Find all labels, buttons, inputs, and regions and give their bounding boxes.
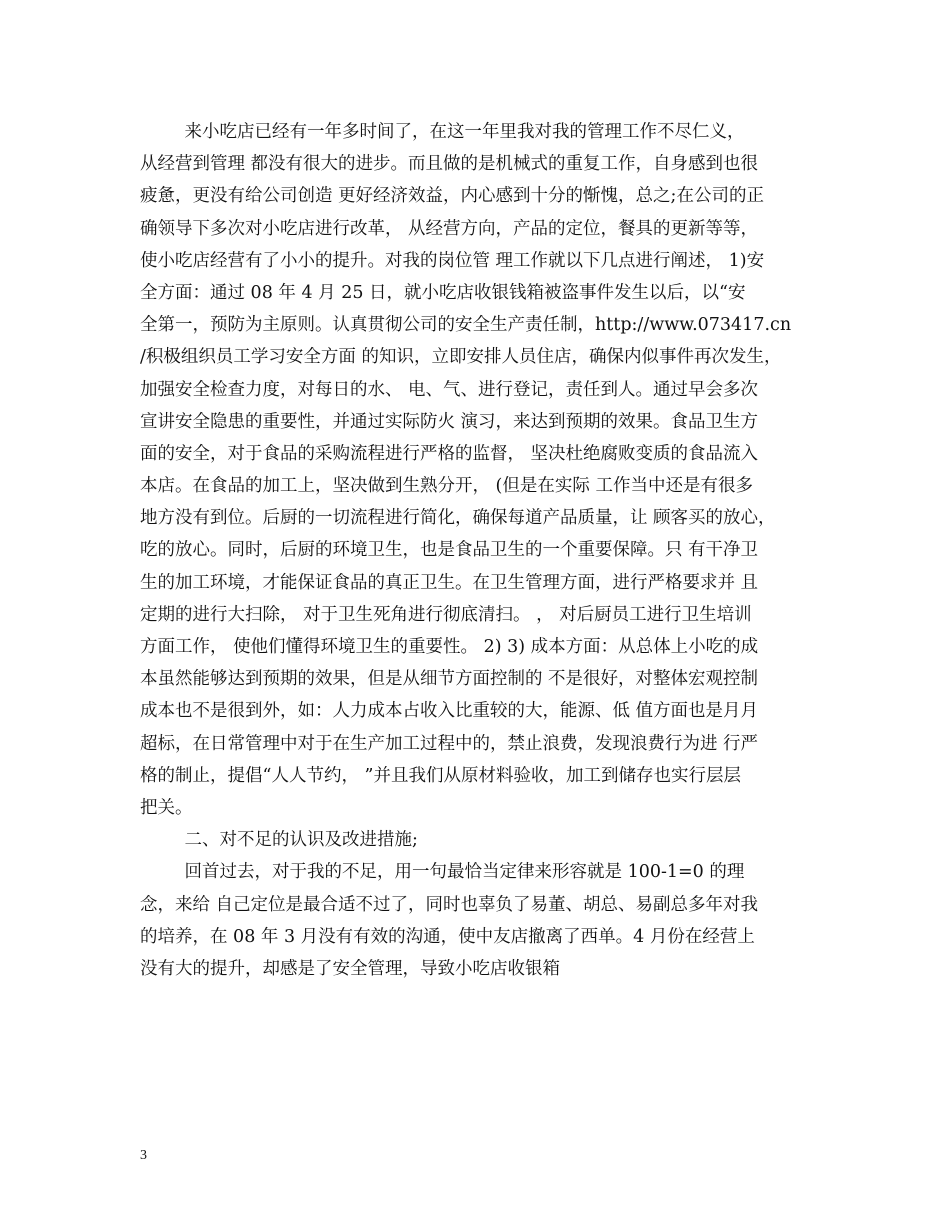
text-line: 把关。 — [140, 797, 193, 818]
text-line: 疲惫，更没有给公司创造 更好经济效益，内心感到十分的惭愧，总之;在公司的正 — [140, 186, 764, 207]
text-line: 格的制止，提倡“人人节约， ”并且我们从原材料验收，加工到储存也实行层层 — [140, 765, 741, 786]
text-line: 吃的放心。同时，后厨的环境卫生，也是食品卫生的一个重要保障。只 有干净卫 — [140, 540, 759, 561]
text-line: 加强安全检查力度，对每日的水、 电、气、进行登记，责任到人。通过早会多次 — [140, 379, 759, 400]
text-line: 定期的进行大扫除， 对于卫生死角进行彻底清扫。 ， 对后厨员工进行卫生培训 — [140, 604, 752, 625]
text-line: 从经营到管理 都没有很大的进步。而且做的是机械式的重复工作，自身感到也很 — [140, 154, 759, 175]
text-line: 没有大的提升，却感是了安全管理，导致小吃店收银箱 — [140, 958, 560, 979]
text-line: 本虽然能够达到预期的效果，但是从细节方面控制的 不是很好，对整体宏观控制 — [140, 669, 759, 690]
text-line: 本店。在食品的加工上，坚决做到生熟分开， (但是在实际 工作当中还是有很多 — [140, 476, 753, 497]
text-line: 方面工作， 使他们懂得环境卫生的重要性。 2) 3) 成本方面：从总体上小吃的成 — [140, 637, 759, 657]
text-line: 念，来给 自己定位是最合适不过了，同时也辜负了易董、胡总、易副总多年对我 — [140, 894, 759, 915]
text-line: 使小吃店经营有了小小的提升。对我的岗位管 理工作就以下几点进行阐述， 1)安 — [140, 250, 765, 271]
page-number: 3 — [140, 1148, 147, 1163]
text-line: 成本也不是很到外，如：人力成本占收入比重较的大，能源、低 值方面也是月月 — [140, 701, 759, 722]
text-line: 全第一，预防为主原则。认真贯彻公司的安全生产责任制，http://www.073417.cn — [140, 315, 792, 336]
text-line: 确领导下多次对小吃店进行改革， 从经营方向，产品的定位，餐具的更新等等， — [140, 218, 759, 239]
text-line: 超标，在日常管理中对于在生产加工过程中的，禁止浪费，发现浪费行为进 行严 — [140, 733, 759, 754]
text-line: 面的安全，对于食品的采购流程进行严格的监督， 坚决杜绝腐败变质的食品流入 — [140, 443, 759, 464]
section-heading: 二、对不足的认识及改进措施; — [140, 830, 418, 851]
text-line: 来小吃店已经有一年多时间了，在这一年里我对我的管理工作不尽仁义， — [140, 122, 745, 142]
text-line: 回首过去，对于我的不足，用一句最恰当定律来形容就是 100-1=0 的理 — [140, 862, 745, 883]
text-line: 生的加工环境，才能保证食品的真正卫生。在卫生管理方面，进行严格要求并 且 — [140, 572, 759, 593]
text-line: 全方面：通过 08 年 4 月 25 日，就小吃店收银钱箱被盗事件发生以后，以“安 — [140, 282, 746, 303]
body-text — [140, 116, 820, 985]
text-line: 宣讲安全隐患的重要性，并通过实际防火 演习，来达到预期的效果。食品卫生方 — [140, 411, 759, 432]
text-line: 的培养，在 08 年 3 月没有有效的沟通，使中友店撤离了西单。4 月份在经营上 — [140, 926, 755, 947]
text-line: 地方没有到位。后厨的一切流程进行简化，确保每道产品质量，让 顾客买的放心， — [140, 508, 776, 529]
text-line: /积极组织员工学习安全方面 的知识，立即安排人员住店，确保内似事件再次发生， — [140, 347, 782, 368]
